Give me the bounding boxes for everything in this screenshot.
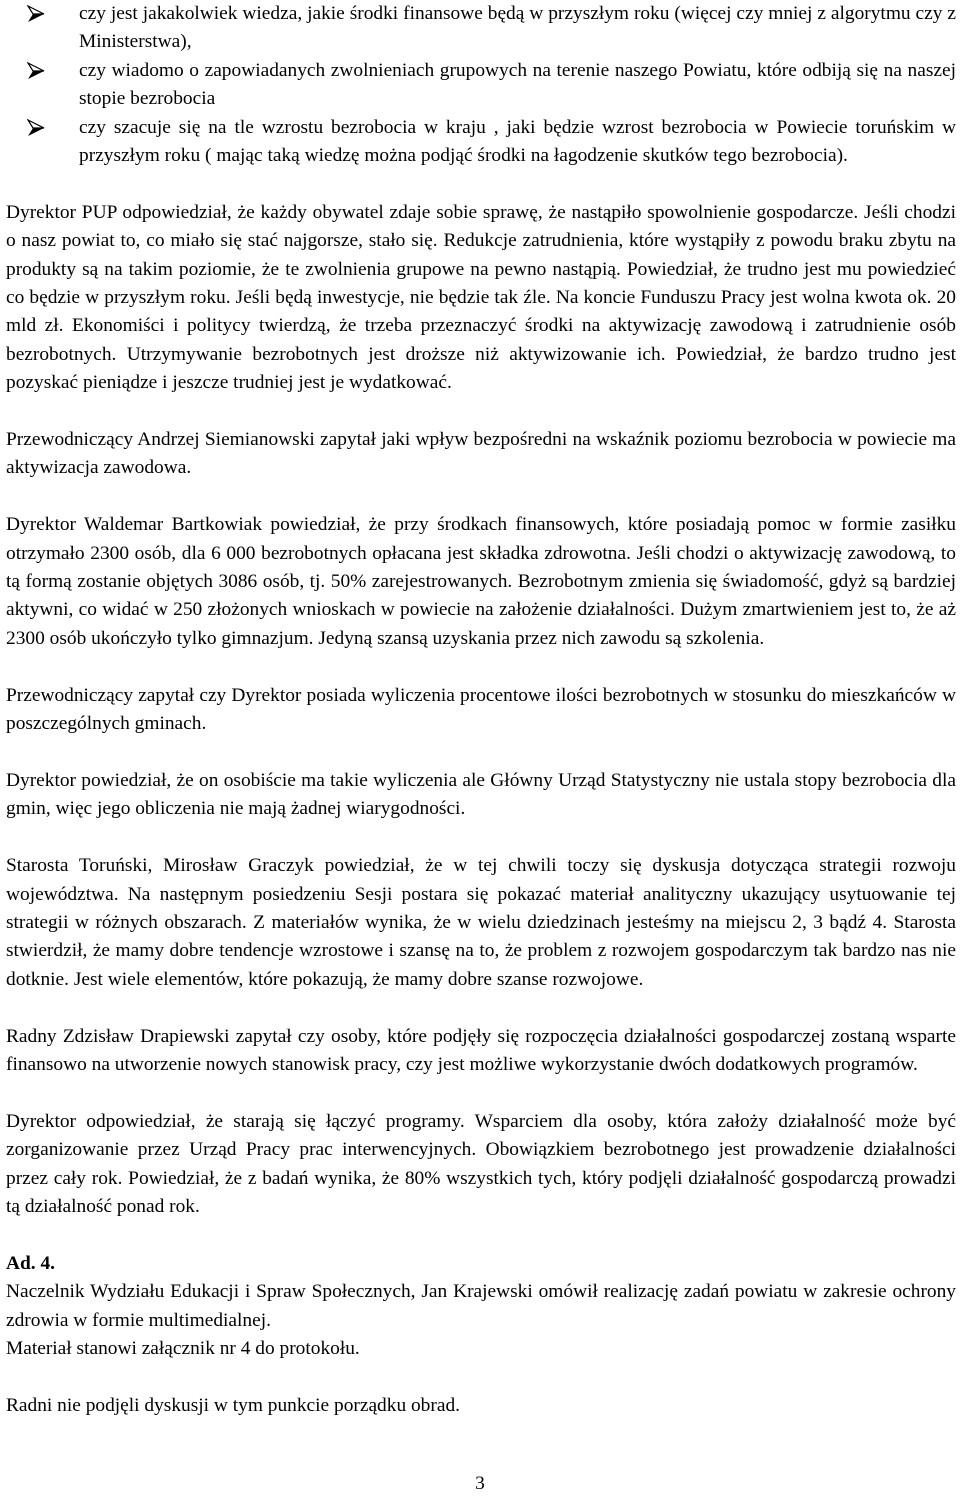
arrowhead-bullet-icon bbox=[27, 5, 45, 23]
arrowhead-bullet-icon bbox=[27, 62, 45, 80]
agenda-item-description: Naczelnik Wydziału Edukacji i Spraw Społecznych, Jan Krajewski omówił realizację zadań powiatu w zakresie ochrony zdrowia w formie multimedialnej. bbox=[6, 1281, 956, 1331]
list-item-text: czy szacuje się na tle wzrostu bezrobocia w kraju , jaki będzie wzrost bezrobocia w Powiecie toruńskim w przyszłym roku ( mając taką wiedzę można podjąć środki na łagodzenie skutków tego bezrobocia). bbox=[79, 116, 956, 167]
agenda-item-heading: Ad. 4. bbox=[6, 1252, 56, 1274]
paragraph-director-gus: Dyrektor powiedział, że on osobiście ma takie wyliczenia ale Główny Urząd Statystyczny nie ustala stopy bezrobocia dla gmin, więc jego obliczenia nie mają żadnej wiarygodności. bbox=[6, 769, 956, 820]
list-item-text: czy jest jakakolwiek wiedza, jakie środki finansowe będą w przyszłym roku (więcej czy mniej z algorytmu czy z Ministerstwa), bbox=[79, 3, 956, 53]
document-body bbox=[6, 0, 956, 1420]
question-list bbox=[6, 0, 956, 170]
paragraph-starosta: Starosta Toruński, Mirosław Graczyk powiedział, że w tej chwili toczy się dyskusja dotycząca strategii rozwoju województwa. Na następnym posiedzeniu Sesji postara się pokazać materiał analityczny ukazujący usytuowanie tej strategii w różnych obszarach. Z materiałów wynika, że w wielu dziedzinach jesteśmy na miejscu 2, 3 bądź 4. Starosta stwierdził, że mamy dobre tendencje wzrostowe i szansę na to, że problem z rozwojem gospodarczym tak bardzo nas nie dotknie. Jest wiele elementów, które pokazują, że mamy dobre szanse rozwojowe. bbox=[6, 855, 956, 990]
paragraph-director-programs: Dyrektor odpowiedział, że starają się łączyć programy. Wsparciem dla osoby, która założy działalność może być zorganizowanie przez Urząd Pracy prac interwencyjnych. Obowiązkiem bezrobotnego jest prowadzenie działalności przez cały rok. Powiedział, że z badań wynika, że 80% wszystkich tych, który podjęli działalność gospodarczą prowadzi tą działalność ponad rok. bbox=[6, 1110, 956, 1217]
list-item-text: czy wiadomo o zapowiadanych zwolnieniach grupowych na terenie naszego Powiatu, które odbiją się na naszej stopie bezrobocia bbox=[79, 59, 956, 110]
paragraph-radny-drapiewski: Radny Zdzisław Drapiewski zapytał czy osoby, które podjęły się rozpoczęcia działalności gospodarczej zostaną wsparte finansowo na utworzenie nowych stanowisk pracy, czy jest możliwe wykorzystanie dwóch dodatkowych programów. bbox=[6, 1025, 956, 1075]
paragraph-chairman-percentages: Przewodniczący zapytał czy Dyrektor posiada wyliczenia procentowe ilości bezrobotnych w stosunku do mieszkańców w poszczególnych gminach. bbox=[6, 684, 956, 735]
paragraph-director-bartkowiak: Dyrektor Waldemar Bartkowiak powiedział, że przy środkach finansowych, które posiadają pomoc w formie zasiłku otrzymało 2300 osób, dla 6 000 bezrobotnych opłacana jest składka zdrowotna. Jeśli chodzi o aktywizację zawodową, to tą formą zostanie objętych 3086 osób, tj. 50% zarejestrowanych. Bezrobotnym zmienia się świadomość, gdyż są bardziej aktywni, co widać w 250 złożonych wnioskach w powiecie na założenie działalności. Dużym zmartwieniem jest to, że aż 2300 osób ukończyło tylko gimnazjum. Jedyną szansą uzyskania przez nich zawodu są szkolenia. bbox=[6, 514, 956, 649]
list-item bbox=[6, 114, 956, 171]
closing-statement: Radni nie podjęli dyskusji w tym punkcie porządku obrad. bbox=[6, 1394, 460, 1416]
list-item bbox=[6, 0, 956, 57]
paragraph-chairman-question: Przewodniczący Andrzej Siemianowski zapytał jaki wpływ bezpośredni na wskaźnik poziomu bezrobocia w powiecie ma aktywizacja zawodowa. bbox=[6, 429, 956, 479]
arrowhead-bullet-icon bbox=[27, 119, 45, 137]
paragraph-director-response: Dyrektor PUP odpowiedział, że każdy obywatel zdaje sobie sprawę, że nastąpiło spowolnienie gospodarcze. Jeśli chodzi o nasz powiat to, co miało się stać najgorsze, stało się. Redukcje zatrudnienia, które wystąpiły z powodu braku zbytu na produkty są na takim poziomie, że te zwolnienia grupowe na pewno nastąpią. Powiedział, że trudno jest mu powiedzieć co będzie w przyszłym roku. Jeśli będą inwestycje, nie będzie tak źle. Na koncie Funduszu Pracy jest wolna kwota ok. 20 mld zł. Ekonomiści i politycy twierdzą, że trzeba przeznaczyć środki na aktywizację zawodową i zatrudnienie osób bezrobotnych. Utrzymywanie bezrobotnych jest droższe niż aktywizowanie ich. Powiedział, że bardzo trudno jest pozyskać pieniądze i jeszcze trudniej jest je wydatkować. bbox=[6, 201, 956, 394]
page-number: 3 bbox=[475, 1473, 485, 1494]
list-item bbox=[6, 57, 956, 114]
attachment-note: Materiał stanowi załącznik nr 4 do protokołu. bbox=[6, 1337, 360, 1359]
